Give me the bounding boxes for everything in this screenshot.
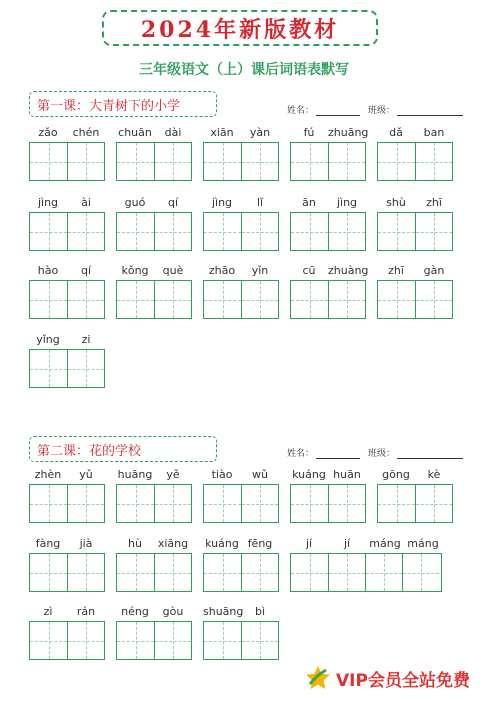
writing-cell[interactable]: [291, 143, 328, 180]
word-box[interactable]: [377, 126, 453, 181]
word-pinyin: [29, 126, 105, 142]
writing-cell[interactable]: [154, 485, 191, 522]
writing-cell[interactable]: [378, 213, 415, 250]
pinyin-syllable: shuāng: [203, 605, 244, 618]
star-icon: [304, 664, 332, 692]
writing-cell[interactable]: [67, 622, 104, 659]
lesson-2-heading: [29, 436, 217, 462]
writing-cell[interactable]: [365, 554, 402, 591]
pinyin-syllable: zhuàng: [328, 264, 369, 277]
pinyin-syllable: cū: [302, 264, 316, 277]
pinyin-syllable: zhāo: [208, 264, 236, 277]
word-box[interactable]: [290, 468, 366, 523]
word-box[interactable]: [29, 264, 105, 319]
word-box[interactable]: [377, 196, 453, 251]
writing-cells[interactable]: [29, 553, 105, 592]
writing-cell[interactable]: [241, 622, 278, 659]
writing-cells[interactable]: [116, 484, 192, 523]
writing-cells[interactable]: [290, 553, 442, 592]
pinyin-syllable: zhèn: [34, 468, 62, 481]
word-pinyin: [116, 605, 192, 621]
word-pinyin: [29, 333, 105, 349]
pinyin-syllable: chén: [72, 126, 100, 139]
lesson-2-title: 第二课：花的学校: [37, 443, 142, 459]
pinyin-syllable: jìng: [211, 196, 233, 209]
writing-cell[interactable]: [241, 281, 278, 318]
writing-cells[interactable]: [29, 484, 105, 523]
word-pinyin: [203, 468, 279, 484]
pinyin-syllable: ān: [302, 196, 316, 209]
writing-cells[interactable]: [290, 212, 366, 251]
pinyin-syllable: hù: [128, 537, 142, 550]
vip-watermark: [304, 664, 470, 692]
pinyin-syllable: yě: [166, 468, 180, 481]
writing-cell[interactable]: [67, 213, 104, 250]
word-box[interactable]: [116, 196, 192, 251]
writing-cells[interactable]: [29, 142, 105, 181]
pinyin-syllable: kuáng: [292, 468, 326, 481]
name-line: [316, 115, 360, 116]
pinyin-syllable: kuáng: [205, 537, 239, 550]
writing-cell[interactable]: [154, 143, 191, 180]
word-pinyin: [203, 196, 279, 212]
word-pinyin: [290, 537, 442, 553]
writing-cell[interactable]: [30, 143, 67, 180]
word-pinyin: [290, 468, 366, 484]
writing-cell[interactable]: [415, 281, 452, 318]
writing-cell[interactable]: [328, 213, 365, 250]
pinyin-syllable: jí: [343, 537, 351, 550]
class-line: [397, 458, 463, 459]
writing-cell[interactable]: [117, 554, 154, 591]
word-box[interactable]: [29, 196, 105, 251]
writing-cell[interactable]: [154, 622, 191, 659]
pinyin-syllable: fēng: [247, 537, 273, 550]
writing-cell[interactable]: [117, 143, 154, 180]
pinyin-syllable: néng: [121, 605, 149, 618]
pinyin-syllable: máng: [369, 537, 401, 550]
writing-cell[interactable]: [415, 143, 452, 180]
word-box[interactable]: [29, 333, 105, 388]
word-box[interactable]: [116, 605, 192, 660]
writing-cell[interactable]: [117, 281, 154, 318]
lesson-2-name-field: [287, 446, 360, 459]
word-box[interactable]: [116, 537, 192, 592]
writing-cells[interactable]: [116, 142, 192, 181]
lesson-1-title: 第一课：大青树下的小学: [37, 98, 181, 114]
pinyin-syllable: zhuāng: [328, 126, 369, 139]
word-box[interactable]: [290, 196, 366, 251]
word-box[interactable]: [377, 264, 453, 319]
pinyin-syllable: dài: [164, 126, 182, 139]
pinyin-syllable: jìng: [336, 196, 358, 209]
writing-cells[interactable]: [203, 280, 279, 319]
writing-cell[interactable]: [328, 485, 365, 522]
writing-cell[interactable]: [402, 554, 439, 591]
pinyin-syllable: gàn: [423, 264, 445, 277]
writing-cells[interactable]: [29, 212, 105, 251]
pinyin-syllable: hào: [37, 264, 59, 277]
lesson-1-heading: [29, 91, 217, 117]
word-box[interactable]: [29, 468, 105, 523]
word-pinyin: [203, 537, 279, 553]
writing-cells[interactable]: [203, 621, 279, 660]
writing-cells[interactable]: [203, 142, 279, 181]
lesson-2-class-field: [368, 446, 463, 459]
writing-cells[interactable]: [29, 349, 105, 388]
word-box[interactable]: [29, 126, 105, 181]
word-pinyin: [290, 126, 369, 142]
word-pinyin: [116, 468, 192, 484]
pinyin-syllable: chuān: [118, 126, 152, 139]
writing-cell[interactable]: [154, 281, 191, 318]
word-box[interactable]: [203, 468, 279, 523]
pinyin-syllable: guó: [124, 196, 146, 209]
writing-cell[interactable]: [291, 281, 328, 318]
writing-cell[interactable]: [241, 143, 278, 180]
word-pinyin: [29, 196, 105, 212]
writing-cell[interactable]: [415, 213, 452, 250]
pinyin-syllable: rán: [76, 605, 96, 618]
writing-cells[interactable]: [203, 553, 279, 592]
word-pinyin: [116, 196, 192, 212]
word-box[interactable]: [29, 605, 105, 660]
word-box[interactable]: [116, 126, 192, 181]
name-label: 姓名：: [287, 106, 315, 116]
pinyin-syllable: xiāng: [157, 537, 189, 550]
word-pinyin: [116, 537, 192, 553]
pinyin-syllable: zi: [81, 333, 91, 346]
writing-cells[interactable]: [203, 212, 279, 251]
word-pinyin: [377, 126, 453, 142]
writing-cell[interactable]: [204, 143, 241, 180]
writing-cell[interactable]: [204, 485, 241, 522]
writing-cells[interactable]: [29, 621, 105, 660]
writing-cell[interactable]: [241, 213, 278, 250]
writing-cell[interactable]: [378, 143, 415, 180]
word-box[interactable]: [377, 468, 453, 523]
word-box[interactable]: [203, 537, 279, 592]
writing-cell[interactable]: [378, 281, 415, 318]
pinyin-syllable: yǐng: [36, 333, 60, 346]
page-subtitle: 三年级语文（上）课后词语表默写: [139, 62, 349, 78]
pinyin-syllable: què: [162, 264, 184, 277]
writing-cell[interactable]: [378, 485, 415, 522]
pinyin-syllable: xiān: [210, 126, 234, 139]
word-box[interactable]: [29, 537, 105, 592]
writing-cell[interactable]: [291, 485, 328, 522]
word-pinyin: [29, 468, 105, 484]
page-title: 2024年新版教材: [140, 16, 340, 43]
pinyin-syllable: gōng: [382, 468, 410, 481]
pinyin-syllable: fàng: [35, 537, 61, 550]
lesson-1-class-field: [368, 103, 463, 116]
word-pinyin: [377, 264, 453, 280]
writing-cell[interactable]: [117, 622, 154, 659]
writing-cells[interactable]: [116, 621, 192, 660]
pinyin-syllable: jìng: [37, 196, 59, 209]
writing-cells[interactable]: [203, 484, 279, 523]
writing-cell[interactable]: [67, 350, 104, 387]
writing-cell[interactable]: [30, 281, 67, 318]
writing-cells[interactable]: [290, 280, 366, 319]
pinyin-syllable: zhī: [426, 196, 442, 209]
writing-cell[interactable]: [204, 554, 241, 591]
pinyin-syllable: yǐn: [251, 264, 269, 277]
writing-cells[interactable]: [290, 142, 366, 181]
writing-cells[interactable]: [116, 553, 192, 592]
writing-cells[interactable]: [377, 280, 453, 319]
pinyin-syllable: máng: [407, 537, 439, 550]
pinyin-syllable: zhī: [388, 264, 404, 277]
word-pinyin: [377, 468, 453, 484]
pinyin-syllable: ài: [81, 196, 91, 209]
pinyin-syllable: fú: [303, 126, 315, 139]
word-pinyin: [116, 264, 192, 280]
word-pinyin: [116, 126, 192, 142]
pinyin-syllable: yàn: [249, 126, 271, 139]
writing-cell[interactable]: [30, 213, 67, 250]
pinyin-syllable: kè: [427, 468, 441, 481]
pinyin-syllable: shù: [386, 196, 406, 209]
word-box[interactable]: [290, 264, 369, 319]
writing-cell[interactable]: [204, 281, 241, 318]
pinyin-syllable: gòu: [162, 605, 184, 618]
pinyin-syllable: dǎ: [389, 126, 403, 139]
word-pinyin: [29, 537, 105, 553]
pinyin-syllable: qí: [167, 196, 179, 209]
writing-cell[interactable]: [67, 143, 104, 180]
writing-cell[interactable]: [30, 350, 67, 387]
vip-text: VIP会员全站免费: [336, 670, 470, 691]
writing-cell[interactable]: [67, 554, 104, 591]
pinyin-syllable: tiào: [211, 468, 233, 481]
class-label: 班级：: [368, 449, 396, 459]
writing-cell[interactable]: [117, 485, 154, 522]
writing-cell[interactable]: [328, 554, 365, 591]
word-box[interactable]: [203, 126, 279, 181]
word-box[interactable]: [116, 468, 192, 523]
writing-cell[interactable]: [328, 281, 365, 318]
writing-cell[interactable]: [291, 213, 328, 250]
word-box[interactable]: [203, 264, 279, 319]
writing-cell[interactable]: [30, 485, 67, 522]
writing-cells[interactable]: [377, 484, 453, 523]
writing-cell[interactable]: [154, 213, 191, 250]
pinyin-syllable: wǔ: [252, 468, 268, 481]
word-pinyin: [29, 605, 105, 621]
writing-cell[interactable]: [204, 213, 241, 250]
writing-cell[interactable]: [67, 485, 104, 522]
pinyin-syllable: lǐ: [256, 196, 264, 209]
pinyin-syllable: zǎo: [38, 126, 58, 139]
writing-cells[interactable]: [116, 212, 192, 251]
writing-cell[interactable]: [291, 554, 328, 591]
pinyin-syllable: kǒng: [121, 264, 149, 277]
title-box: [102, 10, 378, 46]
pinyin-syllable: qí: [80, 264, 92, 277]
name-label: 姓名：: [287, 449, 315, 459]
pinyin-syllable: huān: [333, 468, 361, 481]
class-line: [397, 115, 463, 116]
writing-cell[interactable]: [241, 485, 278, 522]
class-label: 班级：: [368, 106, 396, 116]
pinyin-syllable: jià: [79, 537, 93, 550]
writing-cell[interactable]: [204, 622, 241, 659]
pinyin-syllable: ban: [423, 126, 445, 139]
writing-cell[interactable]: [30, 554, 67, 591]
word-pinyin: [203, 264, 279, 280]
writing-cell[interactable]: [67, 281, 104, 318]
writing-cell[interactable]: [117, 213, 154, 250]
writing-cell[interactable]: [241, 554, 278, 591]
word-pinyin: [290, 196, 366, 212]
writing-cell[interactable]: [30, 622, 67, 659]
pinyin-syllable: jí: [305, 537, 313, 550]
word-box[interactable]: [116, 264, 192, 319]
writing-cells[interactable]: [290, 484, 366, 523]
writing-cells[interactable]: [377, 212, 453, 251]
word-pinyin: [377, 196, 453, 212]
writing-cell[interactable]: [415, 485, 452, 522]
word-box[interactable]: [203, 196, 279, 251]
word-box[interactable]: [290, 537, 442, 592]
pinyin-syllable: huāng: [117, 468, 153, 481]
word-pinyin: [203, 605, 279, 621]
word-pinyin: [290, 264, 369, 280]
writing-cells[interactable]: [29, 280, 105, 319]
writing-cells[interactable]: [377, 142, 453, 181]
writing-cell[interactable]: [154, 554, 191, 591]
lesson-1-name-field: [287, 103, 360, 116]
word-pinyin: [203, 126, 279, 142]
word-box[interactable]: [203, 605, 279, 660]
writing-cells[interactable]: [116, 280, 192, 319]
word-pinyin: [29, 264, 105, 280]
pinyin-syllable: yǔ: [79, 468, 93, 481]
writing-cell[interactable]: [328, 143, 365, 180]
pinyin-syllable: zì: [43, 605, 53, 618]
pinyin-syllable: bì: [254, 605, 266, 618]
name-line: [316, 458, 360, 459]
word-box[interactable]: [290, 126, 369, 181]
